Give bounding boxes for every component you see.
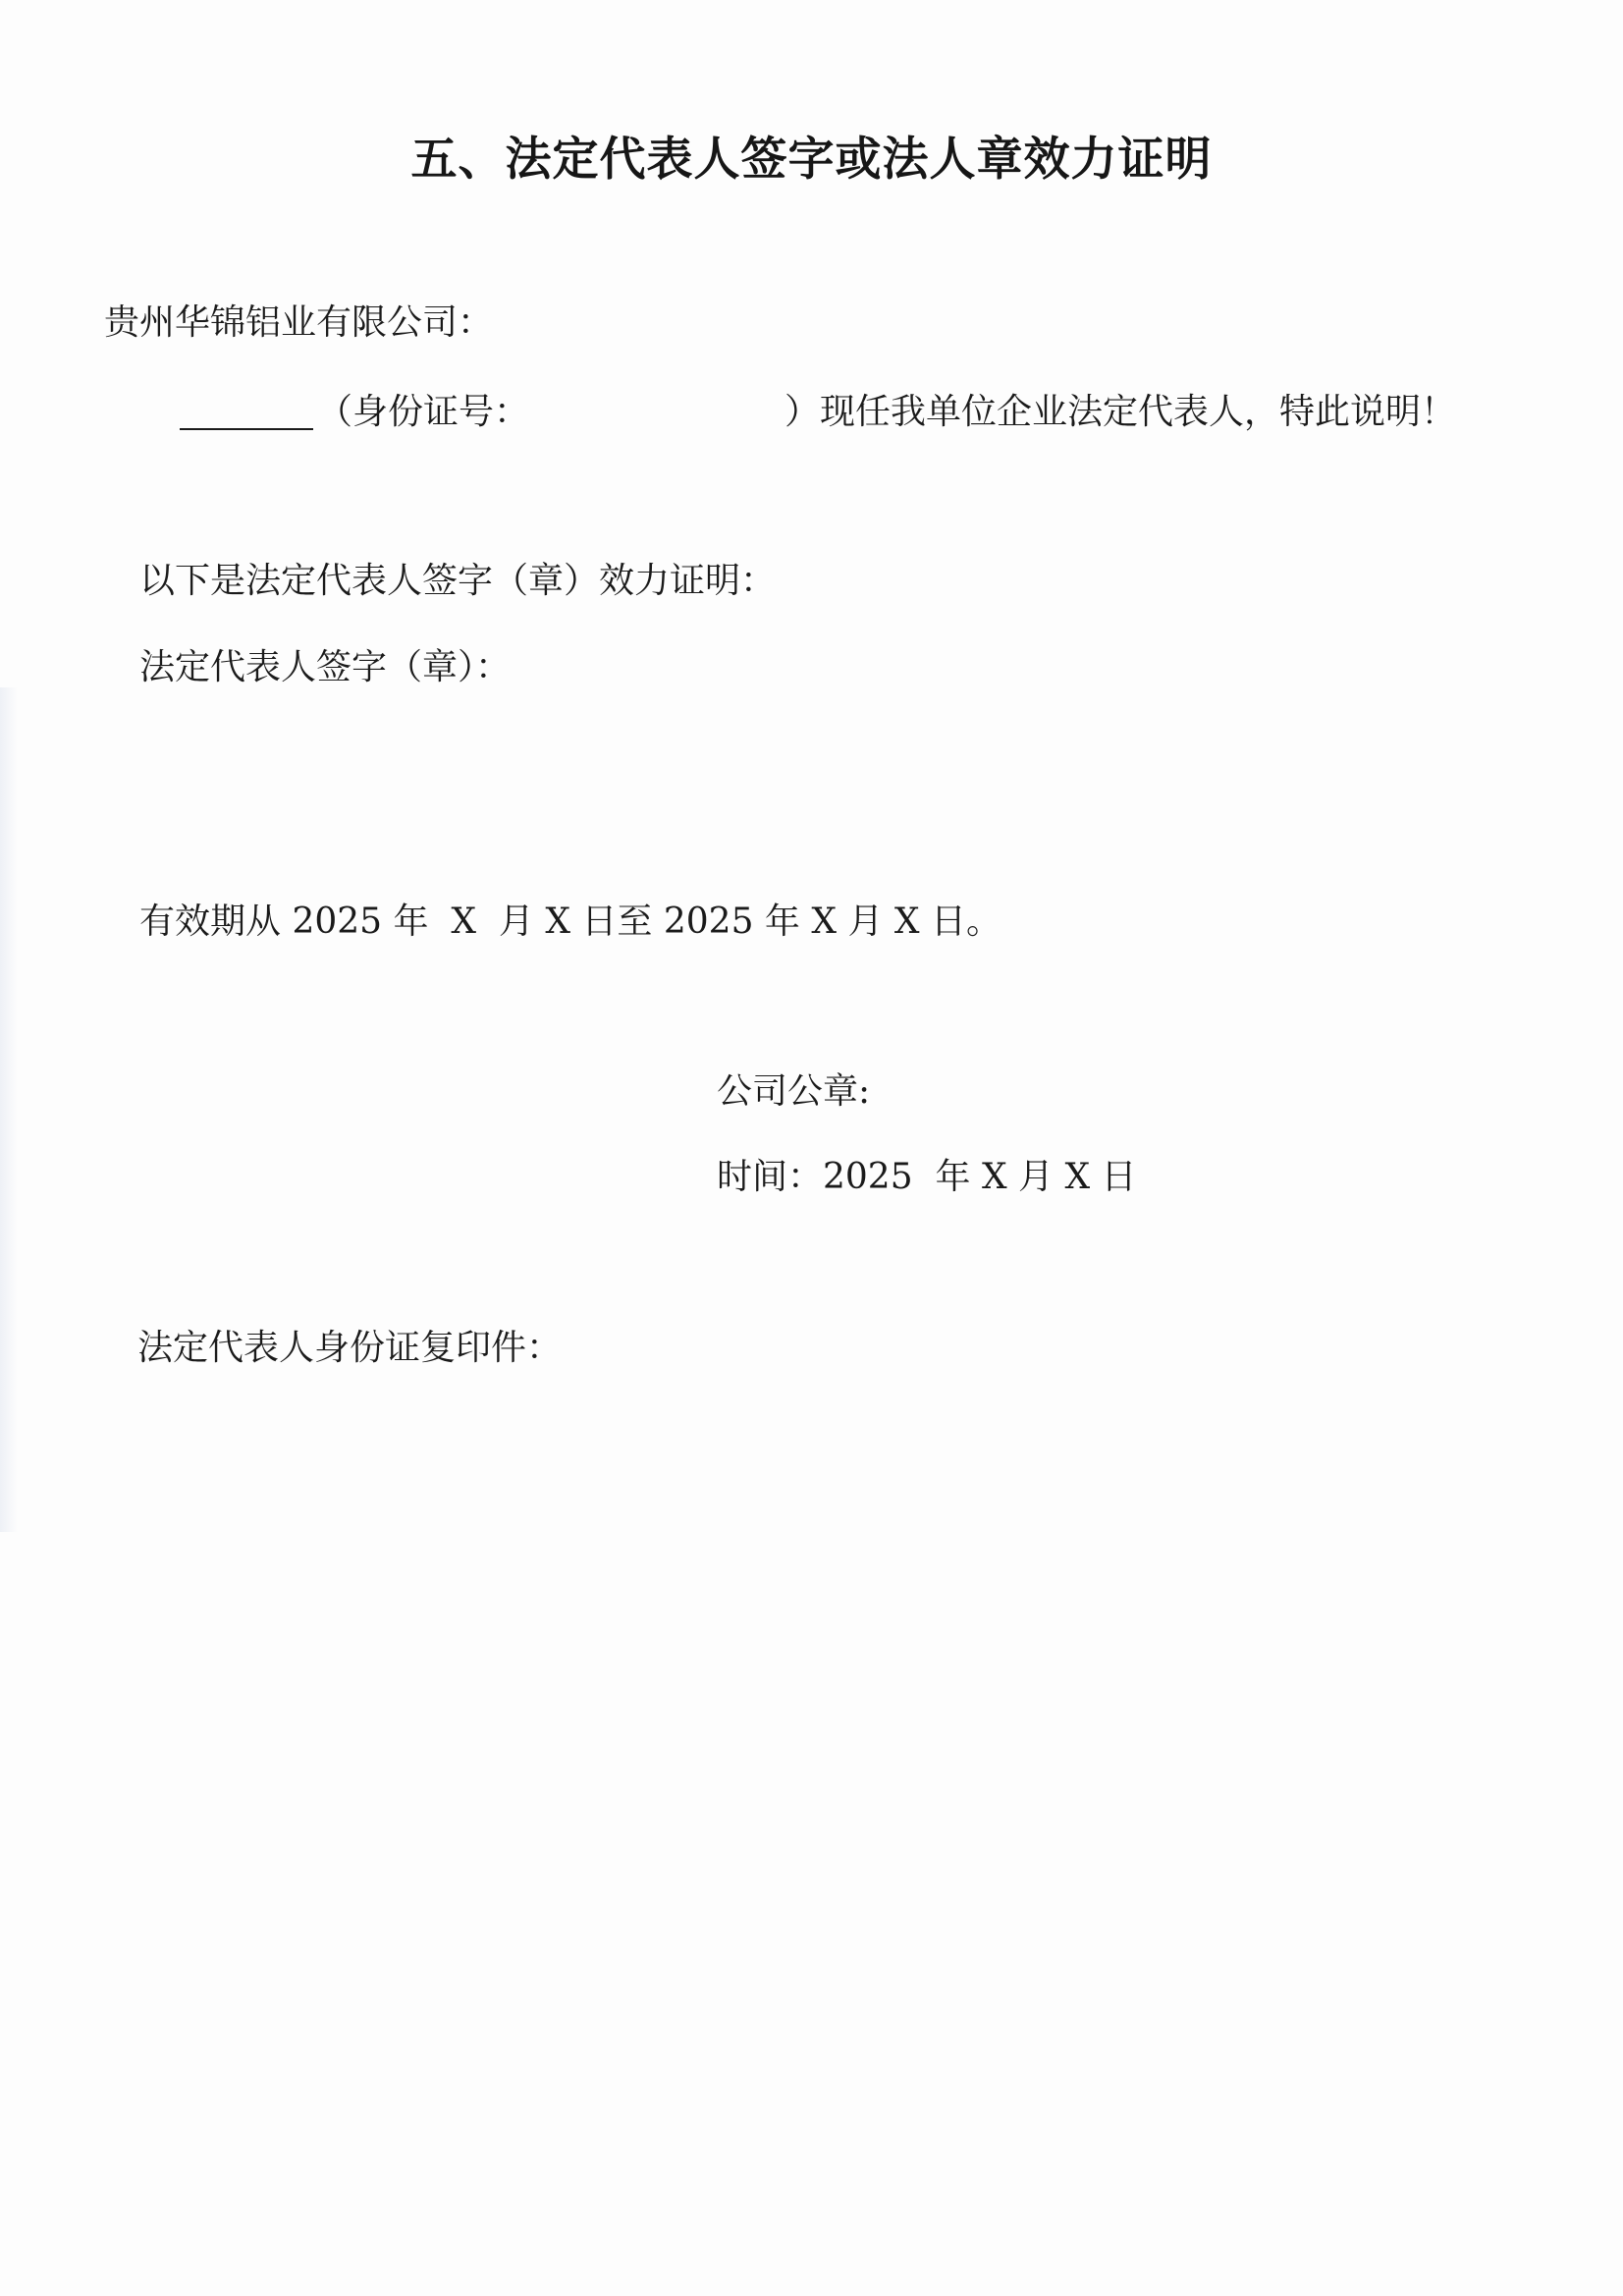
company-seal-label: 公司公章: [717,1071,871,1112]
name-blank-field [180,393,313,430]
addressee-line: 贵州华锦铝业有限公司： [104,302,494,343]
signature-label: 法定代表人签字（章）： [139,647,512,687]
date-line: 时间：2025 年 X 月 X 日 [717,1157,1137,1197]
statement-suffix: ）现任我单位企业法定代表人，特此说明！ [784,392,1457,432]
proof-intro-line: 以下是法定代表人签字（章）效力证明： [139,561,777,601]
id-copy-label: 法定代表人身份证复印件： [137,1328,563,1368]
validity-period-line: 有效期从 2025 年 X 月 X 日至 2025 年 X 月 X 日。 [139,902,1001,942]
scan-edge-shadow [0,687,18,1532]
id-number-prefix: （身份证号： [317,392,530,432]
document-title: 五、法定代表人签字或法人章效力证明 [410,133,1213,187]
representative-statement [180,393,1456,430]
